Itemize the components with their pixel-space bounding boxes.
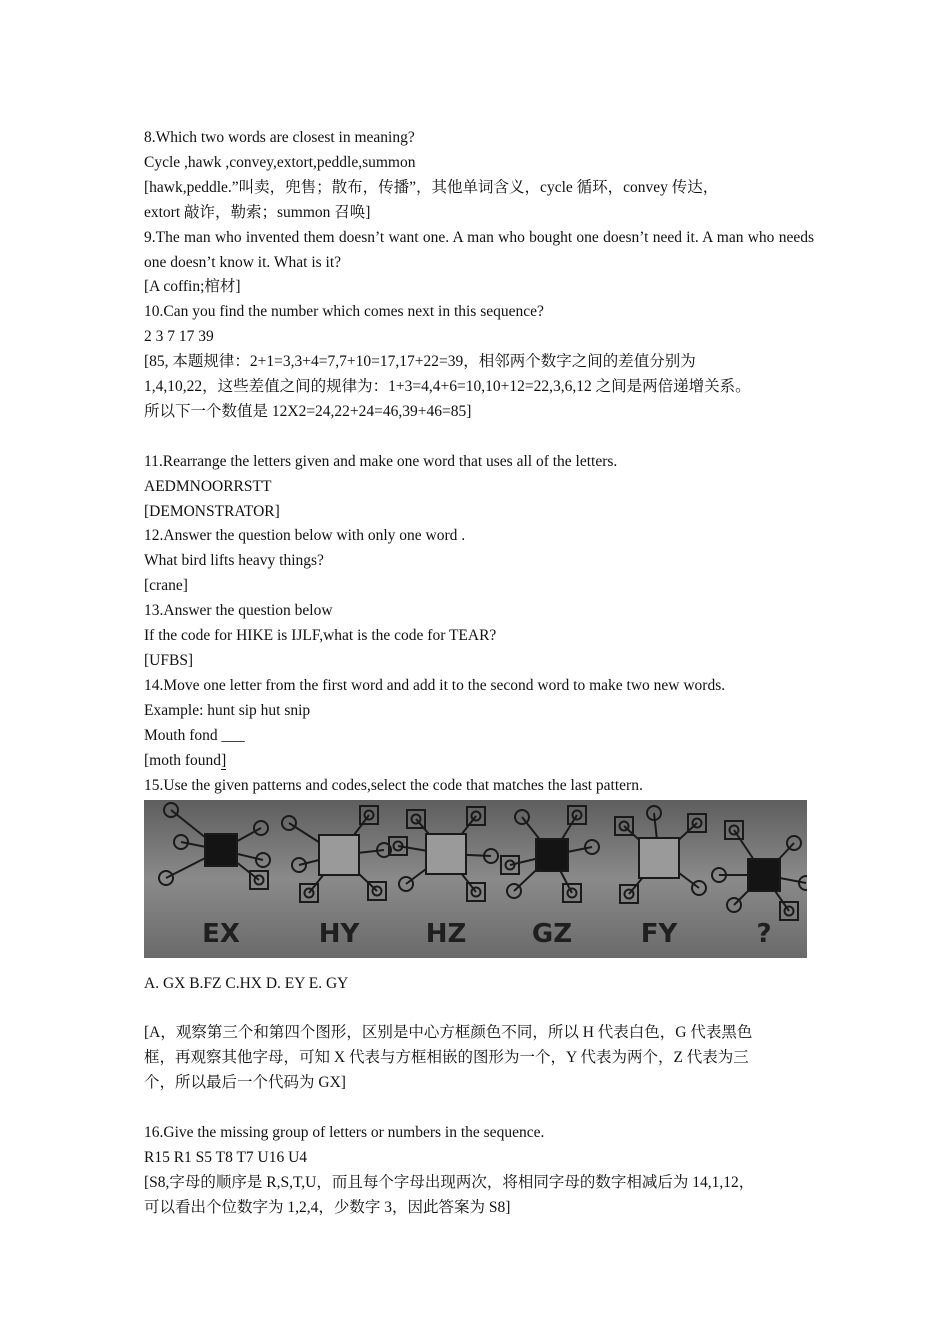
- q10-question: 10.Can you find the number which comes next in this sequence?: [144, 303, 544, 321]
- q15-options: A. GX B.FZ C.HX D. EY E. GY: [144, 975, 349, 993]
- pattern-figure-svg: [144, 800, 807, 958]
- q15-answer-line3: 个，所以最后一个代码为 GX]: [144, 1074, 346, 1092]
- q10-answer-line2: 1,4,10,22，这些差值之间的规律为：1+3=4,4+6=10,10+12=22,3,6,12 之间是两倍递增关系。: [144, 378, 751, 396]
- q14-answer: [144, 749, 814, 774]
- q14-question: 14.Move one letter from the first word and add it to the second word to make two new words.: [144, 676, 726, 694]
- q13-question: 13.Answer the question below: [144, 602, 333, 620]
- pattern-center-box: [426, 834, 466, 874]
- q15-question: 15.Use the given patterns and codes,select the code that matches the last pattern.: [144, 776, 643, 794]
- q15-answer-line2: 框，再观察其他字母，可知 X 代表与方框相嵌的图形为一个，Y 代表为两个，Z 代表为三: [144, 1049, 749, 1067]
- document-page: [144, 126, 814, 1221]
- q11-answer: [DEMONSTRATOR]: [144, 502, 280, 520]
- pattern-center-box: [536, 839, 568, 871]
- q13-prompt: If the code for HIKE is IJLF,what is the code for TEAR?: [144, 627, 497, 645]
- q10-sequence: 2 3 7 17 39: [144, 328, 214, 346]
- q14-answer-text: [moth found: [144, 751, 222, 769]
- blank-line: [144, 425, 814, 450]
- pattern-center-box: [748, 859, 780, 891]
- q16-answer-line2: 可以看出个位数字为 1,2,4，少数字 3，因此答案为 S8]: [144, 1198, 511, 1216]
- q13-answer: [UFBS]: [144, 652, 194, 670]
- q8-words: Cycle ,hawk ,convey,extort,peddle,summon: [144, 153, 416, 171]
- pattern-code-label: FY: [640, 919, 678, 950]
- q9-question: 9.The man who invented them doesn’t want one. A man who bought one doesn’t need it. A man who needs one doesn’t know it. What is it?: [144, 228, 814, 271]
- q12-answer: [crane]: [144, 577, 188, 595]
- q12-prompt: What bird lifts heavy things?: [144, 552, 324, 570]
- q16-question: 16.Give the missing group of letters or numbers in the sequence.: [144, 1123, 545, 1141]
- pattern-code-label: HY: [318, 919, 360, 950]
- q16-sequence: R15 R1 S5 T8 T7 U16 U4: [144, 1148, 308, 1166]
- q11-question: 11.Rearrange the letters given and make one word that uses all of the letters.: [144, 452, 618, 470]
- q14-answer-close: ]: [221, 751, 227, 769]
- q12-question: 12.Answer the question below with only one word .: [144, 527, 466, 545]
- pattern-code-label: ?: [756, 919, 772, 950]
- q15-answer-line1: [A，观察第三个和第四个图形，区别是中心方框颜色不同，所以 H 代表白色，G 代表黑色: [144, 1024, 753, 1042]
- q16-answer-line1: [S8,字母的顺序是 R,S,T,U，而且每个字母出现两次，将相同字母的数字相减后为 14,1,12，: [144, 1173, 755, 1191]
- pattern-center-box: [205, 834, 237, 866]
- q10-answer-line1: [85, 本题规律：2+1=3,3+4=7,7+10=17,17+22=39，相邻两个数字之间的差值分别为: [144, 353, 696, 371]
- q11-letters: AEDMNOORRSTT: [144, 477, 272, 495]
- q14-example: Example: hunt sip hut snip: [144, 701, 311, 719]
- q14-prompt: Mouth fond ___: [144, 726, 245, 744]
- q9-answer: [A coffin;棺材]: [144, 278, 241, 296]
- pattern-figure: [144, 800, 807, 958]
- pattern-center-box: [319, 835, 359, 875]
- blank-line: [144, 1096, 814, 1121]
- q8-answer-line2: extort 敲诈，勒索；summon 召唤]: [144, 203, 371, 221]
- q8-answer-line1: [hawk,peddle.”叫卖，兜售；散布，传播”，其他单词含义，cycle 循环，convey 传达，: [144, 178, 719, 196]
- pattern-code-label: HZ: [425, 919, 467, 950]
- pattern-center-box: [639, 838, 679, 878]
- pattern-code-label: EX: [202, 919, 240, 950]
- q8-question: 8.Which two words are closest in meaning?: [144, 129, 415, 146]
- pattern-code-label: GZ: [531, 919, 573, 950]
- q10-answer-line3: 所以下一个数值是 12X2=24,22+24=46,39+46=85]: [144, 402, 472, 420]
